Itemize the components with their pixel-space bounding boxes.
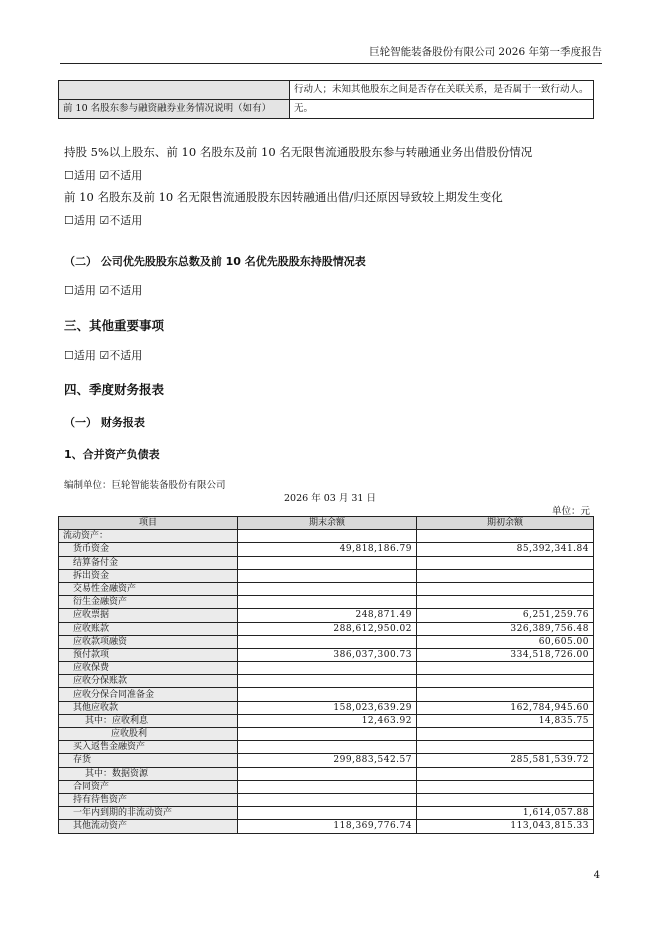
- table-cell: [59, 81, 290, 100]
- table-row: [59, 596, 594, 609]
- ending-balance-cell: 299,883,542.57: [238, 754, 417, 767]
- row-item-label: 其中：应收利息: [59, 714, 238, 727]
- row-item-label: 其他流动资产: [59, 820, 238, 833]
- beginning-balance-cell: [417, 767, 594, 780]
- applicability-checkbox: ☐适用 ☑不适用: [64, 169, 143, 182]
- ending-balance-cell: [238, 793, 417, 806]
- beginning-balance-cell: 60,605.00: [417, 635, 594, 648]
- row-item-label: 其他应收款: [59, 701, 238, 714]
- shareholder-table-continuation: [58, 80, 594, 119]
- preparing-entity: 编制单位：巨轮智能装备股份有限公司: [64, 480, 226, 491]
- table-row: [59, 543, 594, 556]
- ending-balance-cell: 248,871.49: [238, 609, 417, 622]
- beginning-balance-cell: [417, 582, 594, 595]
- beginning-balance-cell: [417, 662, 594, 675]
- row-item-label: 应收股利: [59, 728, 238, 741]
- balance-sheet-title: 1、合并资产负债表: [64, 448, 160, 461]
- ending-balance-cell: [238, 728, 417, 741]
- table-header-row: [59, 517, 594, 530]
- table-row: [59, 81, 594, 100]
- ending-balance-cell: [238, 741, 417, 754]
- table-row: [59, 556, 594, 569]
- ending-balance-cell: 118,369,776.74: [238, 820, 417, 833]
- ending-balance-cell: [238, 688, 417, 701]
- ending-balance-cell: 12,463.92: [238, 714, 417, 727]
- beginning-balance-cell: 85,392,341.84: [417, 543, 594, 556]
- table-cell: 行动人；未知其他股东之间是否存在关联关系，是否属于一致行动人。: [290, 81, 594, 100]
- ending-balance-cell: [238, 530, 417, 543]
- table-cell: 前 10 名股东参与融资融券业务情况说明（如有）: [59, 100, 290, 119]
- table-row: [59, 807, 594, 820]
- table-row: [59, 820, 594, 833]
- securities-lending-change-note: 前 10 名股东及前 10 名无限售流通股股东因转融通出借/归还原因导致较上期发生变化: [64, 190, 503, 204]
- page-number: 4: [593, 870, 600, 881]
- ending-balance-cell: 158,023,639.29: [238, 701, 417, 714]
- financial-statements-heading: 四、季度财务报表: [64, 382, 165, 397]
- beginning-balance-cell: 334,518,726.00: [417, 648, 594, 661]
- beginning-balance-cell: [417, 675, 594, 688]
- balance-sheet-table: [58, 516, 594, 834]
- ending-balance-cell: 386,037,300.73: [238, 648, 417, 661]
- beginning-balance-cell: [417, 569, 594, 582]
- row-item-label: 衍生金融资产: [59, 596, 238, 609]
- header-divider: [60, 63, 602, 64]
- ending-balance-cell: 288,612,950.02: [238, 622, 417, 635]
- table-row: [59, 662, 594, 675]
- applicability-checkbox: ☐适用 ☑不适用: [64, 214, 143, 227]
- table-row: [59, 728, 594, 741]
- table-row: [59, 793, 594, 806]
- row-item-label: 一年内到期的非流动资产: [59, 807, 238, 820]
- column-header: 期末余额: [238, 517, 417, 530]
- ending-balance-cell: [238, 807, 417, 820]
- row-item-label: 预付款项: [59, 648, 238, 661]
- beginning-balance-cell: [417, 728, 594, 741]
- ending-balance-cell: [238, 767, 417, 780]
- other-matters-heading: 三、其他重要事项: [64, 318, 165, 333]
- ending-balance-cell: [238, 662, 417, 675]
- ending-balance-cell: [238, 556, 417, 569]
- table-row: [59, 530, 594, 543]
- preferred-shareholders-heading: （二） 公司优先股股东总数及前 10 名优先股股东持股情况表: [64, 255, 366, 268]
- table-row: [59, 100, 594, 119]
- table-row: [59, 688, 594, 701]
- row-item-label: 持有待售资产: [59, 793, 238, 806]
- table-row: [59, 582, 594, 595]
- row-item-label: 货币资金: [59, 543, 238, 556]
- beginning-balance-cell: [417, 688, 594, 701]
- row-item-label: 结算备付金: [59, 556, 238, 569]
- row-item-label: 应收分保合同准备金: [59, 688, 238, 701]
- table-row: [59, 714, 594, 727]
- column-header: 项目: [59, 517, 238, 530]
- table-row: [59, 780, 594, 793]
- row-item-label: 拆出资金: [59, 569, 238, 582]
- currency-unit: 单位：元: [551, 506, 590, 517]
- table-row: [59, 635, 594, 648]
- row-item-label: 交易性金融资产: [59, 582, 238, 595]
- ending-balance-cell: [238, 596, 417, 609]
- table-row: [59, 569, 594, 582]
- table-row: [59, 609, 594, 622]
- ending-balance-cell: [238, 675, 417, 688]
- row-item-label: 流动资产：: [59, 530, 238, 543]
- row-item-label: 应收款项融资: [59, 635, 238, 648]
- applicability-checkbox: ☐适用 ☑不适用: [64, 349, 143, 362]
- column-header: 期初余额: [417, 517, 594, 530]
- financial-statements-subheading: （一） 财务报表: [64, 416, 145, 429]
- beginning-balance-cell: [417, 556, 594, 569]
- beginning-balance-cell: [417, 530, 594, 543]
- beginning-balance-cell: [417, 741, 594, 754]
- beginning-balance-cell: 326,389,756.48: [417, 622, 594, 635]
- table-row: [59, 675, 594, 688]
- beginning-balance-cell: 113,043,815.33: [417, 820, 594, 833]
- row-item-label: 买入返售金融资产: [59, 741, 238, 754]
- beginning-balance-cell: [417, 793, 594, 806]
- table-row: [59, 701, 594, 714]
- row-item-label: 应收分保账款: [59, 675, 238, 688]
- securities-lending-note: 持股 5%以上股东、前 10 名股东及前 10 名无限售流通股股东参与转融通业务出借股份情况: [64, 145, 533, 159]
- beginning-balance-cell: 6,251,259.76: [417, 609, 594, 622]
- page-header-title: 巨轮智能装备股份有限公司 2026 年第一季度报告: [369, 46, 602, 58]
- table-row: [59, 741, 594, 754]
- ending-balance-cell: 49,818,186.79: [238, 543, 417, 556]
- report-date: 2026 年 03 月 31 日: [284, 493, 376, 504]
- row-item-label: 其中：数据资源: [59, 767, 238, 780]
- beginning-balance-cell: 162,784,945.60: [417, 701, 594, 714]
- table-cell: 无。: [290, 100, 594, 119]
- ending-balance-cell: [238, 569, 417, 582]
- beginning-balance-cell: 285,581,539.72: [417, 754, 594, 767]
- beginning-balance-cell: 1,614,057.88: [417, 807, 594, 820]
- beginning-balance-cell: [417, 780, 594, 793]
- row-item-label: 应收票据: [59, 609, 238, 622]
- applicability-checkbox: ☐适用 ☑不适用: [64, 284, 143, 297]
- row-item-label: 合同资产: [59, 780, 238, 793]
- ending-balance-cell: [238, 635, 417, 648]
- beginning-balance-cell: 14,835.75: [417, 714, 594, 727]
- table-row: [59, 754, 594, 767]
- ending-balance-cell: [238, 780, 417, 793]
- row-item-label: 存货: [59, 754, 238, 767]
- beginning-balance-cell: [417, 596, 594, 609]
- row-item-label: 应收账款: [59, 622, 238, 635]
- table-row: [59, 767, 594, 780]
- row-item-label: 应收保费: [59, 662, 238, 675]
- table-row: [59, 648, 594, 661]
- ending-balance-cell: [238, 582, 417, 595]
- table-row: [59, 622, 594, 635]
